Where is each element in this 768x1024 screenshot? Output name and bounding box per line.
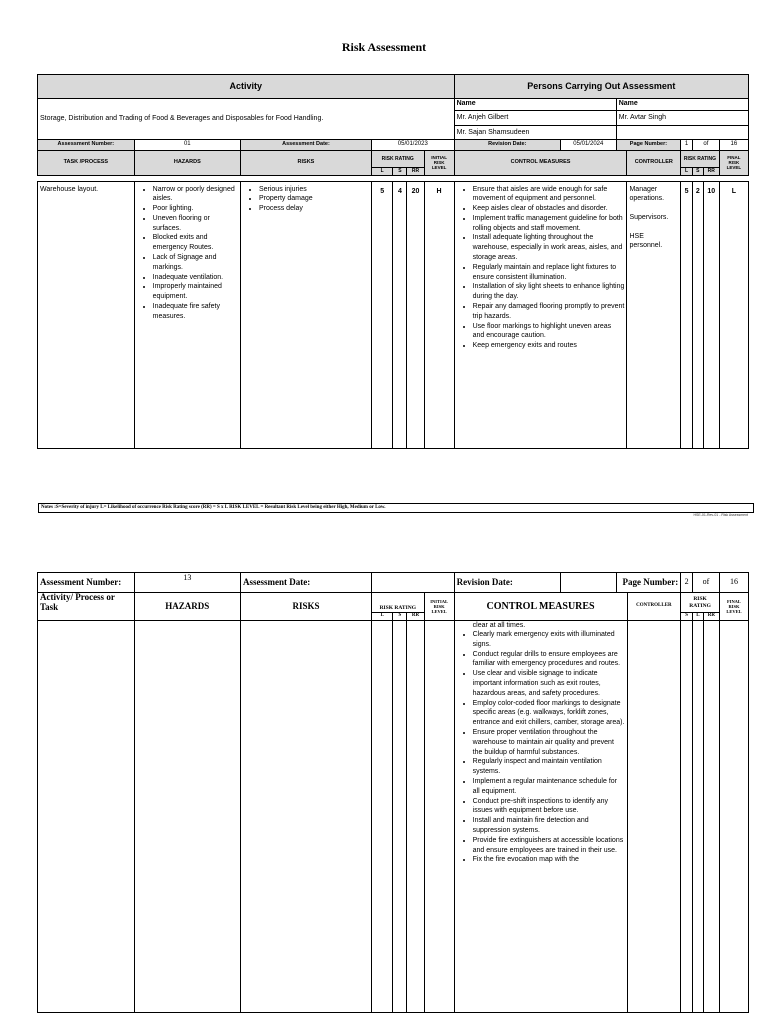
page-number-label: Page Number: bbox=[616, 573, 680, 593]
name-label: Name bbox=[454, 99, 616, 111]
col-risks-header: RISKS bbox=[240, 151, 371, 176]
initial-risk-level: H bbox=[424, 181, 454, 448]
col-controller-header: CONTROLLER bbox=[627, 593, 681, 621]
controller-cell bbox=[627, 181, 681, 448]
control-measure-item: • Install and maintain fire detection and suppression systems. bbox=[473, 816, 625, 836]
assessment-number: 01 bbox=[134, 140, 240, 151]
risks-cell bbox=[240, 181, 371, 448]
hazard-item: • Narrow or poorly designed aisles. bbox=[153, 185, 238, 205]
final-risk-rating-header: RISK RATING bbox=[681, 151, 720, 168]
col-task-header: TASK /PROCESS bbox=[38, 151, 135, 176]
assessment-date-label: Assessment Date: bbox=[240, 573, 371, 593]
hazards-cell bbox=[134, 181, 240, 448]
risk-assessment-table-page-1 bbox=[37, 74, 749, 449]
final-risk-rating-value: 10 bbox=[703, 181, 719, 448]
col-hazards-header: HAZARDS bbox=[134, 151, 240, 176]
final-risk-level-header: FINAL RISK LEVEL bbox=[719, 151, 748, 176]
final-risk-rating-header: RISK RATING bbox=[681, 593, 720, 613]
control-measure-item: • Implement a regular maintenance schedule for all equipment. bbox=[473, 777, 625, 797]
col-s: S bbox=[692, 168, 703, 176]
col-control-header: CONTROL MEASURES bbox=[454, 151, 627, 176]
col-task-header: Activity/ Process or Task bbox=[38, 593, 135, 621]
person-name: Mr. Anjeh Gilbert bbox=[454, 111, 616, 126]
hazard-item: • Poor lighting. bbox=[153, 204, 238, 214]
persons-header: Persons Carrying Out Assessment bbox=[454, 75, 748, 99]
col-l: L bbox=[371, 613, 392, 621]
revision-date-label: Revision Date: bbox=[454, 140, 560, 151]
severity-value: 4 bbox=[393, 181, 407, 448]
notes-bar: Notes :S=Severity of injury L= Likelihood of occurrence Risk Rating score (RR) = S x L RISK LEVEL = Resultant Risk Level being either High, Medium or Low. bbox=[38, 503, 754, 513]
assessment-number-label: Assessment Number: bbox=[38, 140, 135, 151]
control-measure-item: • Use clear and visible signage to indicate important information such as exit routes, hazardous areas, and safety procedures. bbox=[473, 669, 625, 698]
footer-reference: HSE-01-Rev-01 - Risk Assessment bbox=[693, 513, 748, 517]
continued-text: clear at all times. bbox=[472, 622, 526, 629]
risk-item: • Serious injuries bbox=[259, 185, 369, 195]
control-measure-item: • Conduct regular drills to ensure employees are familiar with emergency procedures and routes. bbox=[473, 650, 625, 670]
hazard-item: • Inadequate fire safety measures. bbox=[153, 302, 238, 322]
control-measure-item: • Conduct pre-shift inspections to identify any issues with equipment before use. bbox=[473, 797, 625, 817]
person-name: Mr. Sajan Shamsudeen bbox=[454, 126, 616, 140]
revision-date: 05/01/2024 bbox=[560, 140, 616, 151]
controller-name: Manager operations. bbox=[629, 185, 665, 202]
initial-risk-level-header: INITIAL RISK LEVEL bbox=[424, 593, 454, 621]
col-l: L bbox=[693, 613, 704, 621]
person-name: Mr. Avtar Singh bbox=[616, 111, 748, 126]
risk-item: • Process delay bbox=[259, 204, 369, 214]
activity-description: Storage, Distribution and Trading of Food & Beverages and Disposables for Food Handling. bbox=[38, 99, 455, 140]
col-control-header: CONTROL MEASURES bbox=[454, 593, 627, 621]
risk-rating-header: RISK RATING bbox=[371, 151, 424, 168]
assessment-date: 05/01/2023 bbox=[371, 140, 454, 151]
col-s: S bbox=[393, 613, 407, 621]
col-l: L bbox=[371, 168, 392, 176]
page-of: of bbox=[692, 140, 719, 151]
final-severity-value: 2 bbox=[692, 181, 703, 448]
col-l: L bbox=[681, 168, 693, 176]
col-rr: RR bbox=[703, 168, 719, 176]
hazard-item: • Inadequate ventilation. bbox=[153, 273, 238, 283]
risk-rating-header: RISK RATING bbox=[371, 593, 424, 613]
revision-date-label: Revision Date: bbox=[454, 573, 560, 593]
col-s: S bbox=[393, 168, 407, 176]
final-likelihood-value: 5 bbox=[681, 181, 693, 448]
col-rr: RR bbox=[407, 613, 424, 621]
assessment-number: 13 bbox=[134, 573, 240, 593]
page-number-label: Page Number: bbox=[616, 140, 680, 151]
col-s: S bbox=[681, 613, 693, 621]
control-measure-item: • Installation of sky light sheets to enhance lighting during the day. bbox=[473, 282, 625, 302]
control-measure-item: • Use floor markings to highlight uneven areas and encourage caution. bbox=[473, 322, 625, 342]
likelihood-value: 5 bbox=[371, 181, 392, 448]
control-measure-item: • Implement traffic management guideline for both rolling objects and staff movement. bbox=[473, 214, 625, 234]
hazard-item: • Uneven flooring or surfaces. bbox=[153, 214, 238, 234]
control-measure-item: • Keep aisles clear of obstacles and disorder. bbox=[473, 204, 625, 214]
page-number: 1 bbox=[681, 140, 693, 151]
col-rr: RR bbox=[703, 613, 719, 621]
control-measures-cell bbox=[454, 181, 627, 448]
control-measure-item: • Install adequate lighting throughout the warehouse, especially in work areas, aisles, and storage areas. bbox=[473, 233, 625, 262]
page-total: 16 bbox=[719, 573, 748, 593]
document-title: Risk Assessment bbox=[341, 40, 427, 54]
control-measure-item: • Provide fire extinguishers at accessible locations and ensure employees are trained in their use. bbox=[473, 836, 625, 856]
control-measures-cell bbox=[454, 621, 627, 1013]
control-measure-item: • Employ color-coded floor markings to designate specific areas (e.g. walkways, forklift zones, entrance and exit chillers, camber, storage area). bbox=[473, 699, 625, 728]
control-measure-item: • Repair any damaged flooring promptly to prevent trip hazards. bbox=[473, 302, 625, 322]
assessment-number-label: Assessment Number: bbox=[38, 573, 135, 593]
activity-header: Activity bbox=[38, 75, 455, 99]
assessment-date-label: Assessment Date: bbox=[240, 140, 371, 151]
controller-name: HSE personnel. bbox=[629, 232, 663, 249]
col-risks-header: RISKS bbox=[240, 593, 371, 621]
page-number: 2 bbox=[681, 573, 693, 593]
final-risk-level-header: FINAL RISK LEVEL bbox=[719, 593, 748, 621]
initial-risk-level-header: INITIAL RISK LEVEL bbox=[424, 151, 454, 176]
control-measure-item: • Clearly mark emergency exits with illuminated signs. bbox=[473, 630, 625, 650]
hazard-item: • Lack of Signage and markings. bbox=[153, 253, 238, 273]
controller-name: Supervisors. bbox=[629, 213, 669, 221]
task-cell: Warehouse layout. bbox=[38, 181, 135, 448]
page-of: of bbox=[693, 573, 720, 593]
control-measure-item: • Fix the fire evocation map with the bbox=[473, 855, 625, 865]
page-total: 16 bbox=[719, 140, 748, 151]
control-measure-item: • Ensure proper ventilation throughout the warehouse to maintain air quality and prevent the buildup of harmful substances. bbox=[473, 728, 625, 757]
hazard-item: • Improperly maintained equipment. bbox=[153, 282, 238, 302]
final-risk-level: L bbox=[719, 181, 748, 448]
name-label: Name bbox=[616, 99, 748, 111]
risk-rating-value: 20 bbox=[407, 181, 424, 448]
control-measure-item: • Regularly maintain and replace light fixtures to ensure consistent illumination. bbox=[473, 263, 625, 283]
control-measure-item: • Regularly inspect and maintain ventilation systems. bbox=[473, 757, 625, 777]
control-measure-item: • Ensure that aisles are wide enough for safe movement of equipment and personnel. bbox=[473, 185, 625, 205]
col-controller-header: CONTROLLER bbox=[627, 151, 681, 176]
risk-item: • Property damage bbox=[259, 194, 369, 204]
col-hazards-header: HAZARDS bbox=[134, 593, 240, 621]
risk-assessment-table-page-2 bbox=[37, 572, 749, 1013]
control-measure-item: • Keep emergency exits and routes bbox=[473, 341, 625, 351]
col-rr: RR bbox=[407, 168, 424, 176]
hazard-item: • Blocked exits and emergency Routes. bbox=[153, 233, 238, 253]
